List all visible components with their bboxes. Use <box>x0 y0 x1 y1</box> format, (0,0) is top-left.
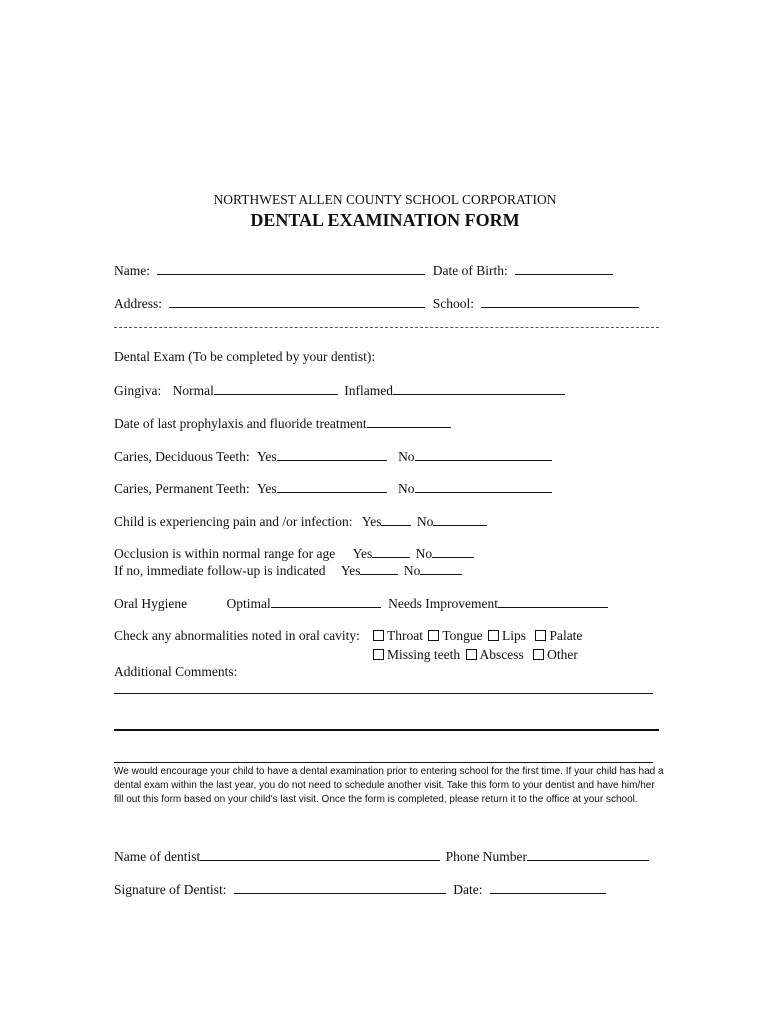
pain-label: Child is experiencing pain and /or infection: <box>114 514 353 529</box>
lips-label: Lips <box>502 628 527 643</box>
caries-permanent-label: Caries, Permanent Teeth: <box>114 481 250 496</box>
parent-notice: We would encourage your child to have a dental examination prior to entering school for the first time. If your child has had a dental exam within the last year, you do not need to schedule another visit. Take this form to your dentist and have him/her fill out this form based on your child's last visit. Once the form is completed, please return it to the office at your school. <box>114 766 664 805</box>
form-title: DENTAL EXAMINATION FORM <box>250 210 520 230</box>
pain-no-label: No <box>416 514 434 529</box>
occlusion-label: Occlusion is within normal range for age <box>114 546 336 561</box>
school-label: School: <box>432 296 475 311</box>
pain-no-field[interactable] <box>433 513 487 526</box>
palate-label: Palate <box>549 628 583 643</box>
prophylaxis-label: Date of last prophylaxis and fluoride treatment <box>114 416 367 431</box>
hygiene-needs-label: Needs Improvement <box>388 596 498 611</box>
caries-permanent-yes-label: Yes <box>257 481 277 496</box>
caries-deciduous-row <box>114 448 552 465</box>
caries-permanent-no-field[interactable] <box>415 480 552 493</box>
occlusion-no-label: No <box>415 546 433 561</box>
date-label: Date: <box>453 882 483 897</box>
caries-deciduous-label: Caries, Deciduous Teeth: <box>114 449 250 464</box>
abnormalities-label: Check any abnormalities noted in oral cavity: <box>114 628 360 643</box>
prophylaxis-row <box>114 415 451 432</box>
caries-deciduous-yes-field[interactable] <box>277 448 387 461</box>
dentist-name-label: Name of dentist <box>114 849 201 864</box>
exam-intro: Dental Exam (To be completed by your dentist): <box>114 349 376 364</box>
occlusion-row <box>114 545 474 562</box>
pain-yes-field[interactable] <box>381 513 411 526</box>
missing-teeth-checkbox[interactable] <box>373 649 384 660</box>
name-field[interactable] <box>157 262 425 275</box>
comments-label: Additional Comments: <box>114 664 238 679</box>
caries-deciduous-yes-label: Yes <box>257 449 277 464</box>
followup-no-label: No <box>403 563 421 578</box>
abnormalities-row-2 <box>373 647 578 663</box>
school-field[interactable] <box>481 295 639 308</box>
name-label: Name: <box>114 263 150 278</box>
dob-field[interactable] <box>515 262 613 275</box>
followup-yes-field[interactable] <box>360 562 398 575</box>
dentist-name-field[interactable] <box>200 848 440 861</box>
prophylaxis-field[interactable] <box>367 415 451 428</box>
signature-field[interactable] <box>234 881 446 894</box>
throat-label: Throat <box>387 628 423 643</box>
tongue-label: Tongue <box>442 628 483 643</box>
address-label: Address: <box>114 296 162 311</box>
followup-label: If no, immediate follow-up is indicated <box>114 563 326 578</box>
gingiva-row <box>114 382 565 399</box>
hygiene-optimal-label: Optimal <box>226 596 271 611</box>
dentist-row <box>114 848 649 865</box>
dashed-divider <box>114 327 659 328</box>
pain-row <box>114 513 487 530</box>
occlusion-no-field[interactable] <box>432 545 474 558</box>
followup-no-field[interactable] <box>420 562 462 575</box>
palate-checkbox[interactable] <box>535 630 546 641</box>
throat-checkbox[interactable] <box>373 630 384 641</box>
caries-deciduous-no-label: No <box>398 449 415 464</box>
caries-permanent-no-label: No <box>398 481 415 496</box>
phone-label: Phone Number <box>445 849 527 864</box>
name-row <box>114 262 613 279</box>
comments-line-2[interactable] <box>114 762 653 763</box>
tongue-checkbox[interactable] <box>428 630 439 641</box>
organization-name: NORTHWEST ALLEN COUNTY SCHOOL CORPORATION <box>213 192 557 207</box>
gingiva-inflamed-label: Inflamed <box>344 383 393 398</box>
hygiene-label: Oral Hygiene <box>114 596 188 611</box>
lips-checkbox[interactable] <box>488 630 499 641</box>
gingiva-normal-field[interactable] <box>214 382 338 395</box>
comments-line-1[interactable] <box>114 693 653 694</box>
other-label: Other <box>547 647 578 662</box>
gingiva-inflamed-field[interactable] <box>393 382 565 395</box>
occlusion-yes-label: Yes <box>352 546 373 561</box>
dob-label: Date of Birth: <box>432 263 508 278</box>
pain-yes-label: Yes <box>361 514 382 529</box>
gingiva-label: Gingiva: <box>114 383 162 398</box>
address-field[interactable] <box>169 295 425 308</box>
other-checkbox[interactable] <box>533 649 544 660</box>
date-field[interactable] <box>490 881 606 894</box>
abscess-label: Abscess <box>479 647 524 662</box>
signature-row <box>114 881 606 898</box>
section-divider <box>114 729 659 731</box>
abscess-checkbox[interactable] <box>466 649 477 660</box>
address-row <box>114 295 639 312</box>
phone-field[interactable] <box>527 848 649 861</box>
signature-label: Signature of Dentist: <box>114 882 227 897</box>
gingiva-normal-label: Normal <box>172 383 214 398</box>
followup-row <box>114 562 462 579</box>
caries-permanent-row <box>114 480 552 497</box>
abnormalities-row-1 <box>373 628 582 644</box>
missing-teeth-label: Missing teeth <box>387 647 461 662</box>
hygiene-optimal-field[interactable] <box>271 595 381 608</box>
hygiene-needs-field[interactable] <box>498 595 608 608</box>
followup-yes-label: Yes <box>340 563 361 578</box>
caries-deciduous-no-field[interactable] <box>415 448 552 461</box>
caries-permanent-yes-field[interactable] <box>277 480 387 493</box>
hygiene-row <box>114 595 608 612</box>
occlusion-yes-field[interactable] <box>372 545 410 558</box>
